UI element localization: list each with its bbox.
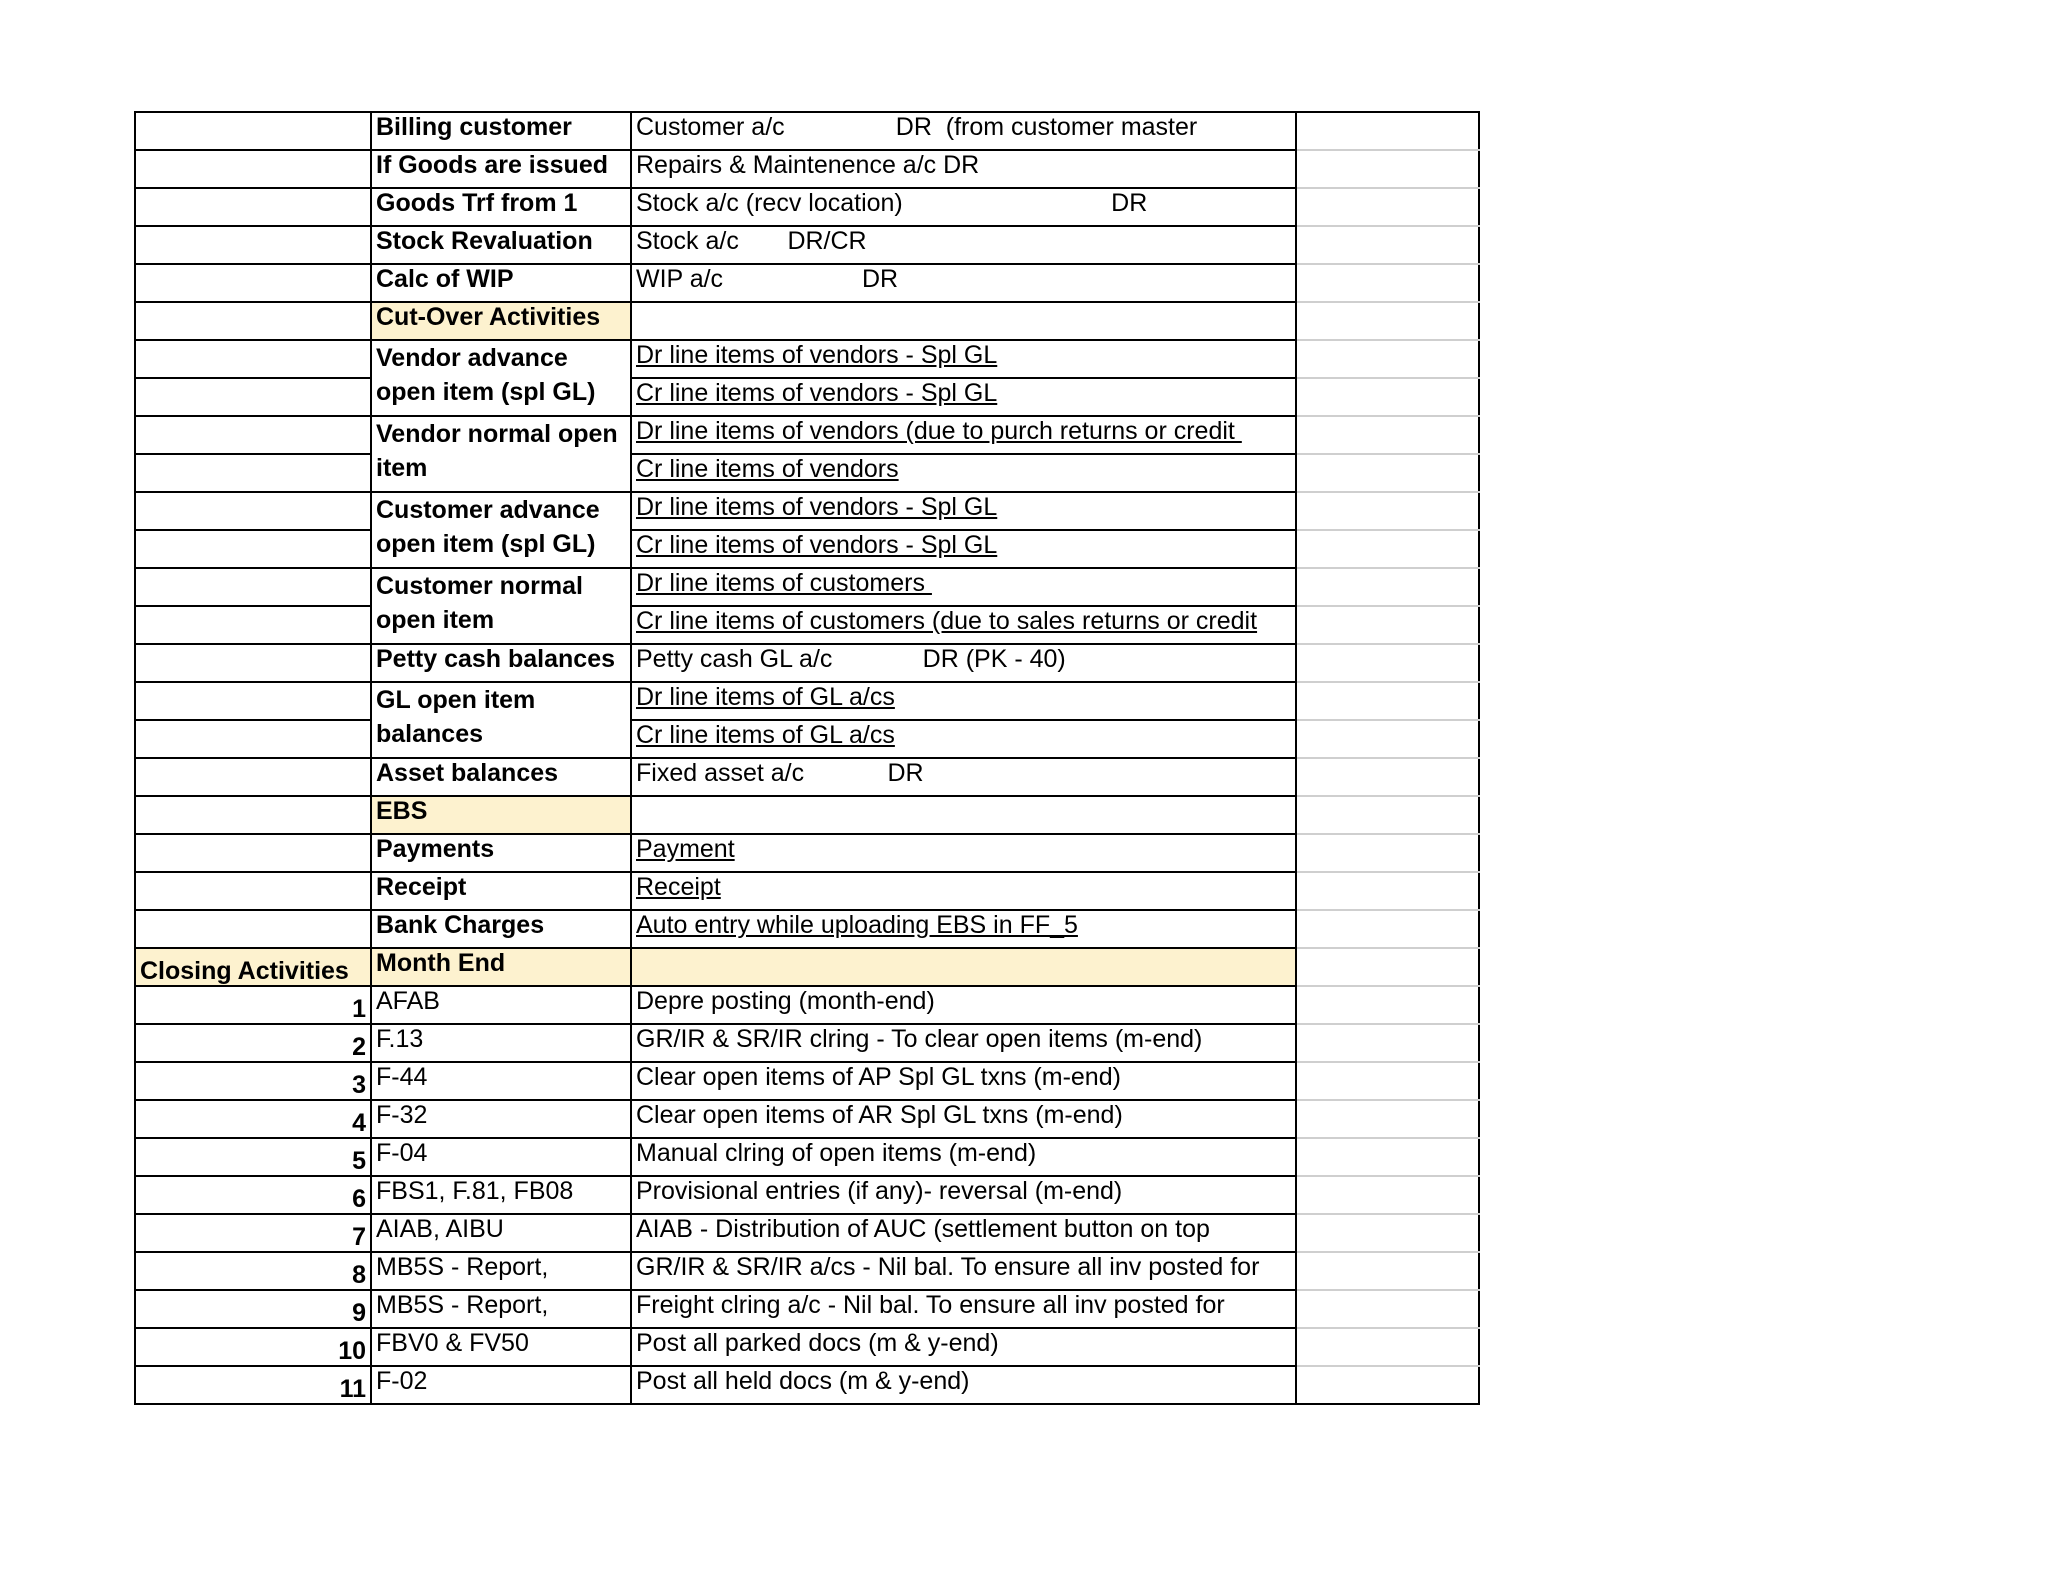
table-row [135, 1176, 1479, 1214]
activity-label[interactable]: GL open item balances [371, 682, 631, 758]
cell[interactable] [135, 150, 371, 188]
table-row [135, 834, 1479, 872]
entry-description[interactable] [631, 948, 1296, 986]
entry-description[interactable]: GR/IR & SR/IR a/cs - Nil bal. To ensure all inv posted for [631, 1252, 1296, 1290]
cell[interactable] [135, 112, 371, 150]
entry-description[interactable]: GR/IR & SR/IR clring - To clear open items (m-end) [631, 1024, 1296, 1062]
entry-link[interactable]: Dr line items of GL a/cs [631, 682, 1296, 720]
table-row [135, 606, 1479, 644]
entry-description[interactable]: Clear open items of AP Spl GL txns (m-end) [631, 1062, 1296, 1100]
cell[interactable] [1296, 530, 1479, 568]
table-row [135, 530, 1479, 568]
activity-label[interactable]: If Goods are issued [371, 150, 631, 188]
section-header[interactable]: EBS [371, 796, 631, 834]
cell[interactable] [135, 910, 371, 948]
cell[interactable] [1296, 606, 1479, 644]
entry-description[interactable]: Stock a/c DR/CR [631, 226, 1296, 264]
table-row [135, 682, 1479, 720]
cell[interactable] [1296, 1366, 1479, 1404]
step-number[interactable]: 1 [135, 986, 371, 1024]
cell[interactable] [1296, 150, 1479, 188]
entry-link[interactable]: Cr line items of GL a/cs [631, 720, 1296, 758]
table-row [135, 796, 1479, 834]
cell[interactable] [1296, 796, 1479, 834]
cell[interactable] [1296, 264, 1479, 302]
cell[interactable] [135, 188, 371, 226]
step-number[interactable]: 2 [135, 1024, 371, 1062]
entry-link[interactable]: Dr line items of customers [631, 568, 1296, 606]
cell[interactable] [1296, 1176, 1479, 1214]
section-header[interactable]: Month End [371, 948, 631, 986]
cell[interactable] [1296, 1328, 1479, 1366]
cell[interactable] [1296, 758, 1479, 796]
cell[interactable] [135, 416, 371, 454]
activity-label[interactable]: Asset balances [371, 758, 631, 796]
entry-description[interactable]: Freight clring a/c - Nil bal. To ensure all inv posted for [631, 1290, 1296, 1328]
cell[interactable] [1296, 188, 1479, 226]
table-row [135, 872, 1479, 910]
activity-label[interactable]: Vendor normal open item [371, 416, 631, 492]
table-row [135, 1252, 1479, 1290]
cell[interactable] [135, 834, 371, 872]
cell[interactable] [1296, 1252, 1479, 1290]
table-row [135, 568, 1479, 606]
entry-description[interactable]: Provisional entries (if any)- reversal (m-end) [631, 1176, 1296, 1214]
cell[interactable] [135, 340, 371, 378]
tcode[interactable]: MB5S - Report, [371, 1290, 631, 1328]
activity-label[interactable]: Receipt [371, 872, 631, 910]
cell[interactable] [1296, 492, 1479, 530]
step-number[interactable]: 7 [135, 1214, 371, 1252]
cell[interactable] [1296, 226, 1479, 264]
activity-label[interactable]: Calc of WIP [371, 264, 631, 302]
table-row [135, 758, 1479, 796]
cell[interactable] [1296, 720, 1479, 758]
table-row [135, 1290, 1479, 1328]
cell[interactable] [1296, 378, 1479, 416]
table-row [135, 644, 1479, 682]
tcode[interactable]: FBS1, F.81, FB08 [371, 1176, 631, 1214]
cell[interactable] [1296, 948, 1479, 986]
entry-description[interactable]: Depre posting (month-end) [631, 986, 1296, 1024]
cell[interactable] [1296, 1214, 1479, 1252]
cell[interactable] [1296, 416, 1479, 454]
entry-link[interactable]: Cr line items of customers (due to sales returns or credit [631, 606, 1296, 644]
table-row [135, 454, 1479, 492]
tcode[interactable]: F-44 [371, 1062, 631, 1100]
entry-description[interactable]: WIP a/c DR [631, 264, 1296, 302]
cell[interactable] [135, 454, 371, 492]
step-number[interactable]: 6 [135, 1176, 371, 1214]
cell[interactable] [1296, 644, 1479, 682]
activity-label[interactable]: Goods Trf from 1 [371, 188, 631, 226]
table-row [135, 910, 1479, 948]
entry-description[interactable]: Fixed asset a/c DR [631, 758, 1296, 796]
activity-label[interactable]: Billing customer [371, 112, 631, 150]
entry-description[interactable]: AIAB - Distribution of AUC (settlement button on top [631, 1214, 1296, 1252]
cell[interactable] [1296, 340, 1479, 378]
cell[interactable] [135, 606, 371, 644]
table-row [135, 720, 1479, 758]
table-row [135, 1366, 1479, 1404]
tcode[interactable]: F-04 [371, 1138, 631, 1176]
table-row [135, 112, 1479, 150]
cell[interactable] [1296, 454, 1479, 492]
cell[interactable] [135, 758, 371, 796]
cell[interactable] [135, 492, 371, 530]
entry-description[interactable]: Repairs & Maintenence a/c DR [631, 150, 1296, 188]
cell[interactable] [135, 302, 371, 340]
table-row [135, 416, 1479, 454]
table-row [135, 188, 1479, 226]
activity-label[interactable]: Bank Charges [371, 910, 631, 948]
step-number[interactable]: 8 [135, 1252, 371, 1290]
section-header[interactable]: Cut-Over Activities [371, 302, 631, 340]
cell[interactable] [135, 682, 371, 720]
tcode[interactable]: F-02 [371, 1366, 631, 1404]
step-number[interactable]: 3 [135, 1062, 371, 1100]
cell[interactable] [1296, 112, 1479, 150]
table-row [135, 1214, 1479, 1252]
step-number[interactable]: 10 [135, 1328, 371, 1366]
cell[interactable] [1296, 568, 1479, 606]
cell[interactable] [1296, 986, 1479, 1024]
cell[interactable] [135, 720, 371, 758]
entry-link[interactable]: Dr line items of vendors - Spl GL [631, 492, 1296, 530]
cell[interactable] [1296, 1290, 1479, 1328]
tcode[interactable]: F-32 [371, 1100, 631, 1138]
activity-label[interactable]: Vendor advance open item (spl GL) [371, 340, 631, 416]
cell[interactable] [1296, 872, 1479, 910]
activity-label[interactable]: Stock Revaluation [371, 226, 631, 264]
activity-label[interactable]: Payments [371, 834, 631, 872]
table-row [135, 1328, 1479, 1366]
cell[interactable] [135, 226, 371, 264]
tcode[interactable]: F.13 [371, 1024, 631, 1062]
cell[interactable] [1296, 834, 1479, 872]
cell[interactable] [1296, 1138, 1479, 1176]
cell[interactable] [1296, 682, 1479, 720]
entry-description[interactable]: Post all held docs (m & y-end) [631, 1366, 1296, 1404]
step-number[interactable]: 4 [135, 1100, 371, 1138]
tcode[interactable]: AIAB, AIBU [371, 1214, 631, 1252]
entry-link[interactable]: Auto entry while uploading EBS in FF_5 [631, 910, 1296, 948]
entry-link[interactable]: Cr line items of vendors [631, 454, 1296, 492]
entry-description[interactable]: Stock a/c (recv location) DR [631, 188, 1296, 226]
activity-label[interactable]: Customer normal open item [371, 568, 631, 644]
tcode[interactable]: FBV0 & FV50 [371, 1328, 631, 1366]
table-row [135, 1024, 1479, 1062]
entry-description[interactable]: Clear open items of AR Spl GL txns (m-end) [631, 1100, 1296, 1138]
entry-description[interactable]: Manual clring of open items (m-end) [631, 1138, 1296, 1176]
entry-link[interactable]: Payment [631, 834, 1296, 872]
cell[interactable] [135, 872, 371, 910]
entry-description[interactable] [631, 302, 1296, 340]
table-row [135, 492, 1479, 530]
cell[interactable] [1296, 1100, 1479, 1138]
entry-link[interactable]: Dr line items of vendors - Spl GL [631, 340, 1296, 378]
table-row [135, 378, 1479, 416]
entry-link[interactable]: Cr line items of vendors - Spl GL [631, 378, 1296, 416]
table-row [135, 302, 1479, 340]
table-row [135, 264, 1479, 302]
cell[interactable] [1296, 302, 1479, 340]
spreadsheet-table [134, 111, 1480, 1405]
entry-link[interactable]: Receipt [631, 872, 1296, 910]
table-row [135, 948, 1479, 986]
entry-link[interactable]: Cr line items of vendors - Spl GL [631, 530, 1296, 568]
step-number[interactable]: 9 [135, 1290, 371, 1328]
cell[interactable] [135, 796, 371, 834]
tcode[interactable]: AFAB [371, 986, 631, 1024]
step-number[interactable]: 5 [135, 1138, 371, 1176]
cell[interactable] [135, 644, 371, 682]
step-number[interactable]: 11 [135, 1366, 371, 1404]
entry-link[interactable]: Dr line items of vendors (due to purch returns or credit [631, 416, 1296, 454]
activity-label[interactable]: Customer advance open item (spl GL) [371, 492, 631, 568]
table-row [135, 1100, 1479, 1138]
table-row [135, 340, 1479, 378]
table-row [135, 986, 1479, 1024]
table-row [135, 150, 1479, 188]
section-header[interactable]: Closing Activities [135, 948, 371, 986]
cell[interactable] [135, 264, 371, 302]
entry-description[interactable]: Petty cash GL a/c DR (PK - 40) [631, 644, 1296, 682]
cell[interactable] [1296, 910, 1479, 948]
cell[interactable] [135, 530, 371, 568]
entry-description[interactable]: Customer a/c DR (from customer master [631, 112, 1296, 150]
table-row [135, 1062, 1479, 1100]
activity-label[interactable]: Petty cash balances [371, 644, 631, 682]
table-row [135, 1138, 1479, 1176]
entry-description[interactable]: Post all parked docs (m & y-end) [631, 1328, 1296, 1366]
table-row [135, 226, 1479, 264]
cell[interactable] [1296, 1024, 1479, 1062]
cell[interactable] [135, 568, 371, 606]
entry-description[interactable] [631, 796, 1296, 834]
cell[interactable] [1296, 1062, 1479, 1100]
cell[interactable] [135, 378, 371, 416]
tcode[interactable]: MB5S - Report, [371, 1252, 631, 1290]
